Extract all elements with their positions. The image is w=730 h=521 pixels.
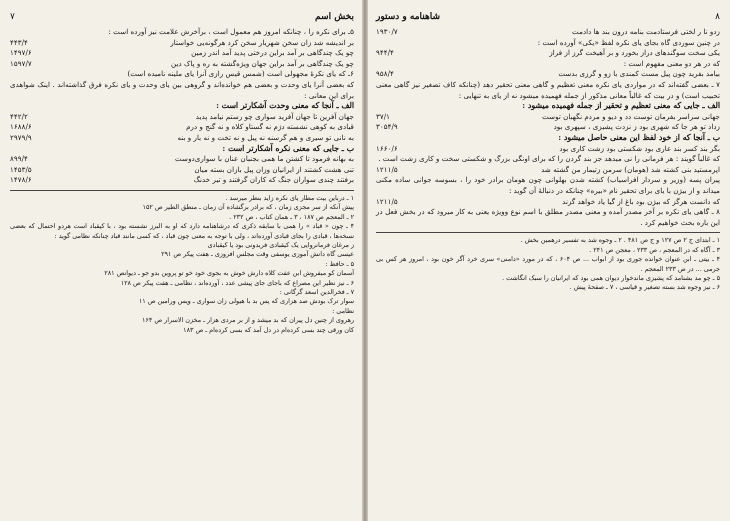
verse-text: به نانی تو سیری و هم گرسنه نه پیل و نه تخت و نه بار و بنه <box>177 132 354 142</box>
footnote-line: ۳ ـ آگاه که در المعجم ، ص ۲۳۳ ، معجن ص ۲۴۱ . <box>589 245 720 254</box>
right-page-number: ۸ <box>715 12 720 22</box>
right-page-footnotes <box>376 236 720 292</box>
footnote-line: ۲ ـ المعجم ص ۱۸۷ ، ۳ ـ همان کتاب ، ص ۲۳۲ . <box>229 212 354 221</box>
verse-text: برفتند چندی سواران جنگ که کاران گرفتند و تیر خدنگ <box>193 175 354 185</box>
verse-line <box>376 27 720 38</box>
verse-text: بر اندیشه شد زان سخن شهریار سخن کرد هرگونه‌یی خواستار <box>170 37 354 47</box>
right-footnote-rule <box>376 232 720 233</box>
footnote-line: ۷ ـ فخرالدین اسعد گرگانی : <box>279 287 354 296</box>
footnote-line: آسمان کو میفروش ابن عفت کلاه دارش خوش به بجوی خود خو تو پروین بدو جو ـ دیوانص ۲۸۱ <box>104 269 354 278</box>
footnote-line: کان ورقی چند بسی کرده‌ام در دل آمد که بسی کرده‌ام ـ ص ۱۸۳ <box>183 325 354 334</box>
verse-reference: ۸۹۹/۴ <box>10 154 28 164</box>
verse-line <box>10 59 354 70</box>
verse-reference: ۳۷/۱ <box>376 111 391 121</box>
verse-reference: ۴۴۲/۲ <box>10 111 28 121</box>
left-page-running-title: بخش اسم <box>315 12 354 22</box>
verse-line <box>10 38 354 49</box>
verse-text: یکی سخت سوگندهای دراز بخورد و بر آهیخت گرز از فراز <box>549 48 720 58</box>
verse-text: بگر بند کسر بند عاری بود شکستی بود زشت کاری بود <box>559 143 720 153</box>
right-page-header <box>376 10 720 24</box>
verse-line <box>10 154 354 165</box>
left-page-number: ۷ <box>10 12 15 22</box>
footnote-line: عیسی گاه دانش آموزی یوسفی وقت مجلس افروزی ـ هفت پیکر ص ۲۹۱ <box>161 250 354 259</box>
verse-reference: ۹۴۴/۴ <box>376 48 394 58</box>
section-subheading: ب ـ جایی که معنی نکره آشکارتر است : <box>222 143 354 153</box>
verse-text: جهان آفرین تا جهان آفرید سواری چو رستم نیامد پدید <box>195 111 354 121</box>
verse-line <box>376 197 720 208</box>
verse-text: چو یک چندگاهی بر آمد براین درختی پدید آمد اندر زمین <box>191 48 354 58</box>
verse-text: جهانی سراسر بفرمان توست دد و دیو و مردم نگهبان توست <box>542 111 720 121</box>
footnote-line: ۱ ـ ابتدای ج ۲ ص ۱۲۷ و ج ص ۴۸۱ . ۲ ـ وجوه شد به تفسیر درهمین بخش . <box>520 236 720 245</box>
verse-line <box>10 122 354 133</box>
verse-text: زداد تو هر جا که شهری بود ز نزدت پشیزی ، سپهری بود <box>553 122 720 132</box>
verse-text: اپرمستید بنی کشته شد (هومان) سرمن زتیمار من گشته شد <box>541 164 720 174</box>
verse-reference: ۱۶۸۸/۶ <box>10 122 32 132</box>
left-page <box>0 0 362 521</box>
verse-reference: ۲۹۷۹/۹ <box>10 132 32 142</box>
right-page <box>368 0 730 521</box>
footnote-line: رهروی از چنین دل پیران که بد میشد و از بر مردی هزار ـ مخزن الاسرار ص ۱۶۴ <box>142 316 354 325</box>
body-paragraph: ۵ـ برای نکره را ، چنانکه امروز هم معمول است ، برآخرش علامت نیز آورده است : <box>108 27 354 36</box>
verse-text: قبادی به کوهی نشسته دژم نه گستاو کلاه و نه گنج و درم <box>186 122 354 132</box>
verse-reference: ۱۵۹۷/۷ <box>10 58 32 68</box>
section-subheading: الف ـ آنجا که معنی وحدت آشکارتر است : <box>216 101 354 111</box>
verse-text: تنی هشت کشتند از ایرانیان وزان پیل بازان بسته میان <box>194 164 354 174</box>
verse-text: به بهانه فرمود تا کشتن ما همی بجنبان عنان با سواری‌دوست <box>174 154 354 164</box>
verse-line <box>376 48 720 59</box>
verse-line <box>10 165 354 176</box>
footnote-line: ۴ ـ چون « قباد » را همی با سابقه ذکری که درشاهنامه دارد که او به البرز نشسته بود ، با کیقباد است هردو احتمال که بعضی نسخه‌ها ، قبادی را بجای قبادی آورده‌اند ، ولی با توجه به معنی چون قباد ، که کسی مانند قباد چنانکه نظامی گوید : <box>10 222 354 240</box>
footnote-line: سوار ترک بودش صد هزاری که پس بد با هیولی زان سواری ـ ویس ورامین ص ۱۱ <box>138 297 354 306</box>
left-footnote-rule <box>10 190 354 191</box>
section-subheading: ب ـ آنجا که از خود لفظ این معنی حاصل میشود : <box>558 132 720 142</box>
verse-reference: ۱۴۹۷/۶ <box>10 48 32 58</box>
verse-line <box>376 165 720 176</box>
verse-reference: ۱۴۷۸/۶ <box>10 175 32 185</box>
body-paragraph: ۸ ـ گاهی یای نکره بر آخر مصدر آمده و معنی مصدر مطلق با اسم نوع وویژه یعنی به کار میرود که در بخش فعل در این باره بحث خواهیم کرد . <box>376 207 720 227</box>
body-paragraph: که در هر دو معنی مفهوم است : <box>623 58 720 68</box>
verse-reference: ۱۴۵۳/۵ <box>10 164 32 174</box>
section-subheading: الف ـ جایی که معنی تعظیم و تحقیر از جمله فهمیده میشود : <box>522 101 720 111</box>
verse-reference: ۱۶۶۰/۶ <box>376 143 398 153</box>
verse-reference: ۱۲۱۱/۵ <box>376 164 398 174</box>
verse-line <box>10 133 354 144</box>
footnote-line: ۱ ـ درباین بیت مطار یای نکره زاید بنظر میرسد . <box>225 193 354 202</box>
verse-reference: ۱۹۳۰/۷ <box>376 27 398 36</box>
verse-text: بیامد بفرید چون پیل مست کمندی با زو و گرزی بدست <box>558 69 720 79</box>
verse-text: که دانست هرگز که بیژن بود باغ از گیا یاد خواهد گزند <box>562 196 720 206</box>
left-page-header <box>10 10 354 24</box>
verse-line <box>376 122 720 133</box>
verse-reference: ۴۴۳/۴ <box>10 37 28 47</box>
verse-line <box>376 144 720 155</box>
verse-line <box>376 69 720 80</box>
body-paragraph: که غالباً گویند : هر فرمانی را نی میدهد جز بند گردن را که برای اونگی بزرگ و شکستی سخت و کاری زشت است . <box>378 154 720 164</box>
left-page-body <box>10 27 354 186</box>
verse-reference: ۳۰۵۴/۹ <box>376 122 398 132</box>
verse-line <box>376 112 720 123</box>
footnote-line: ۵ ـ چو مد بشنامد که پشیزی ماندخوار دیوان همی بود که ایرانیان را سبک انگاشت . <box>502 273 720 282</box>
body-paragraph: که بعضی آنرا یای وحدت و بعضی هم خوانده‌اند و گروهی بین یای وحدت و یای نکره فرق گذاشته‌اند . اینک شواهدی برای این معانی : <box>10 79 354 100</box>
body-paragraph: ۷ ـ بعضی گفته‌اند که در مواردی یای نکره معنی تعظیم و گاهی معنی تحقیر دهد (چنانکه کاف تصغیر نیز گاهی معنی تحبیب است) و در بیت که غالباً معانی مذکور از جمله فهمیده میشود نه از یای به تنهایی : <box>376 79 720 100</box>
footnote-line: ۵ ـ حافظ : <box>325 259 354 268</box>
footnote-line: ۶ ـ نیز وجوه شد بسته تصغیر و قیاسی ، ۷ ـ صفحهٔ پیش . <box>569 283 720 292</box>
footnote-line: پیش آنکه از سر مجزی زمان ، که برادر برگشاده آن زمان ـ منطق الطیر ص ۱۵۲ <box>142 203 354 212</box>
footnote-line: ۶ ـ نیز نظیر این مصراع که باجای جای پیشی عدد ، آورده‌اند ، نظامی ـ هفت پیکر ص ۱۲۸ <box>120 278 354 287</box>
verse-reference: ۹۵۸/۴ <box>376 69 394 79</box>
verse-reference: ۱۲۱۱/۵ <box>376 196 398 206</box>
right-page-running-title: شاهنامه و دستور <box>376 12 441 22</box>
body-paragraph: در چنین سوردی گاه بجای یای نکره لفظ «یکی» آورده است : <box>537 37 720 47</box>
verse-text: زدو نا ر لختی فرستادمت بنامه درون بند ها دادمت <box>572 27 720 36</box>
verse-line <box>10 112 354 123</box>
left-page-footnotes <box>10 194 354 335</box>
footnote-line: نظامی : <box>332 306 354 315</box>
right-page-body <box>376 27 720 228</box>
verse-text: چو یک چندگاهی بر آمد براین جهان ویژه‌گشته به ره و پاک دین <box>171 58 354 68</box>
footnote-line: ۴ ـ بیتی ـ ابن عنوان خوانده جوری بود از ابواب ... ص ۶۰۴ ، که در مورد «دامنی» سری خرد آگر خون بود ، امروز هر کس بی جرمی ... در ص ۲۳۳ المعجم . <box>376 255 721 273</box>
footnote-line: ز مرغان فرمانروایی یک کیقبادی فریدونی بود یا کیقبادی <box>207 240 354 249</box>
verse-line <box>10 175 354 186</box>
body-paragraph: پیران پسه (وزیر و سردار افراسیاب) کشته شدن بهلوانی چون هومان برادر خود را ، بسوسه جوانی ساده مکنی میداند و از بیژن با یای برای تحقیر نام «بیره» چنانکه در دنبالهٔ آن گوید : <box>376 175 720 195</box>
verse-line <box>10 48 354 59</box>
body-paragraph: ۶ـ که یای نکرهٔ مجهولی است (شمس قیس رازی آنرا یای ملینه نامیده است) <box>127 69 354 79</box>
